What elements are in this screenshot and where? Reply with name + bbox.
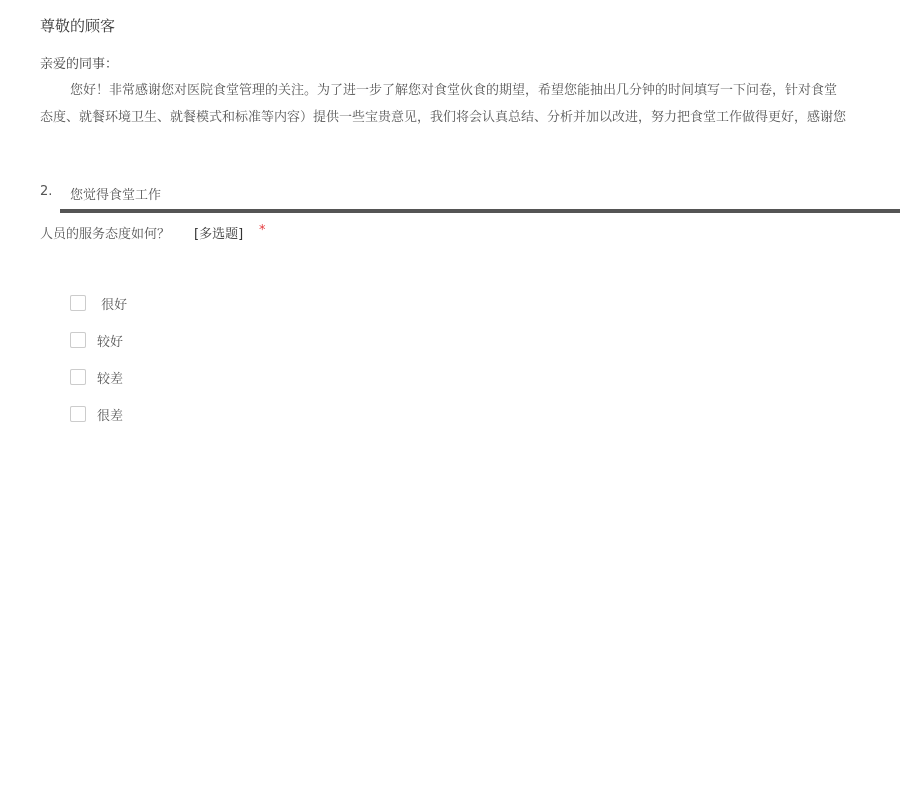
- intro-paragraph-line-2: 态度、就餐环境卫生、就餐模式和标准等内容）提供一些宝贵意见，我们将会认真总结、分析并加以改进，努力把食堂工作做得更好，感谢您: [40, 110, 847, 125]
- option-very-good[interactable]: [70, 293, 127, 313]
- question-text-line-2: 人员的服务态度如何？: [40, 227, 171, 242]
- required-asterisk: *: [259, 223, 266, 238]
- option-label: 很好: [97, 297, 128, 313]
- option-label: 很差: [97, 408, 124, 424]
- greeting-text: 亲爱的同事：: [40, 57, 119, 72]
- checkbox[interactable]: [70, 369, 86, 385]
- checkbox[interactable]: [70, 406, 86, 422]
- question-type-label: [多选题]: [194, 227, 244, 242]
- question-number: 2.: [40, 184, 53, 199]
- option-very-poor[interactable]: [70, 404, 123, 424]
- question-text-line-1: 您觉得食堂工作: [70, 188, 162, 203]
- option-good[interactable]: [70, 330, 123, 350]
- option-label: 较好: [97, 334, 124, 350]
- checkbox[interactable]: [70, 295, 86, 311]
- checkbox[interactable]: [70, 332, 86, 348]
- option-label: 较差: [97, 371, 124, 387]
- question-divider: [60, 209, 900, 213]
- survey-title: 尊敬的顾客: [40, 17, 116, 35]
- intro-paragraph-line-1: 您好！非常感谢您对医院食堂管理的关注。为了进一步了解您对食堂伙食的期望，希望您能抽出几分钟的时间填写一下问卷，针对食堂: [70, 83, 838, 98]
- option-poor[interactable]: [70, 367, 123, 387]
